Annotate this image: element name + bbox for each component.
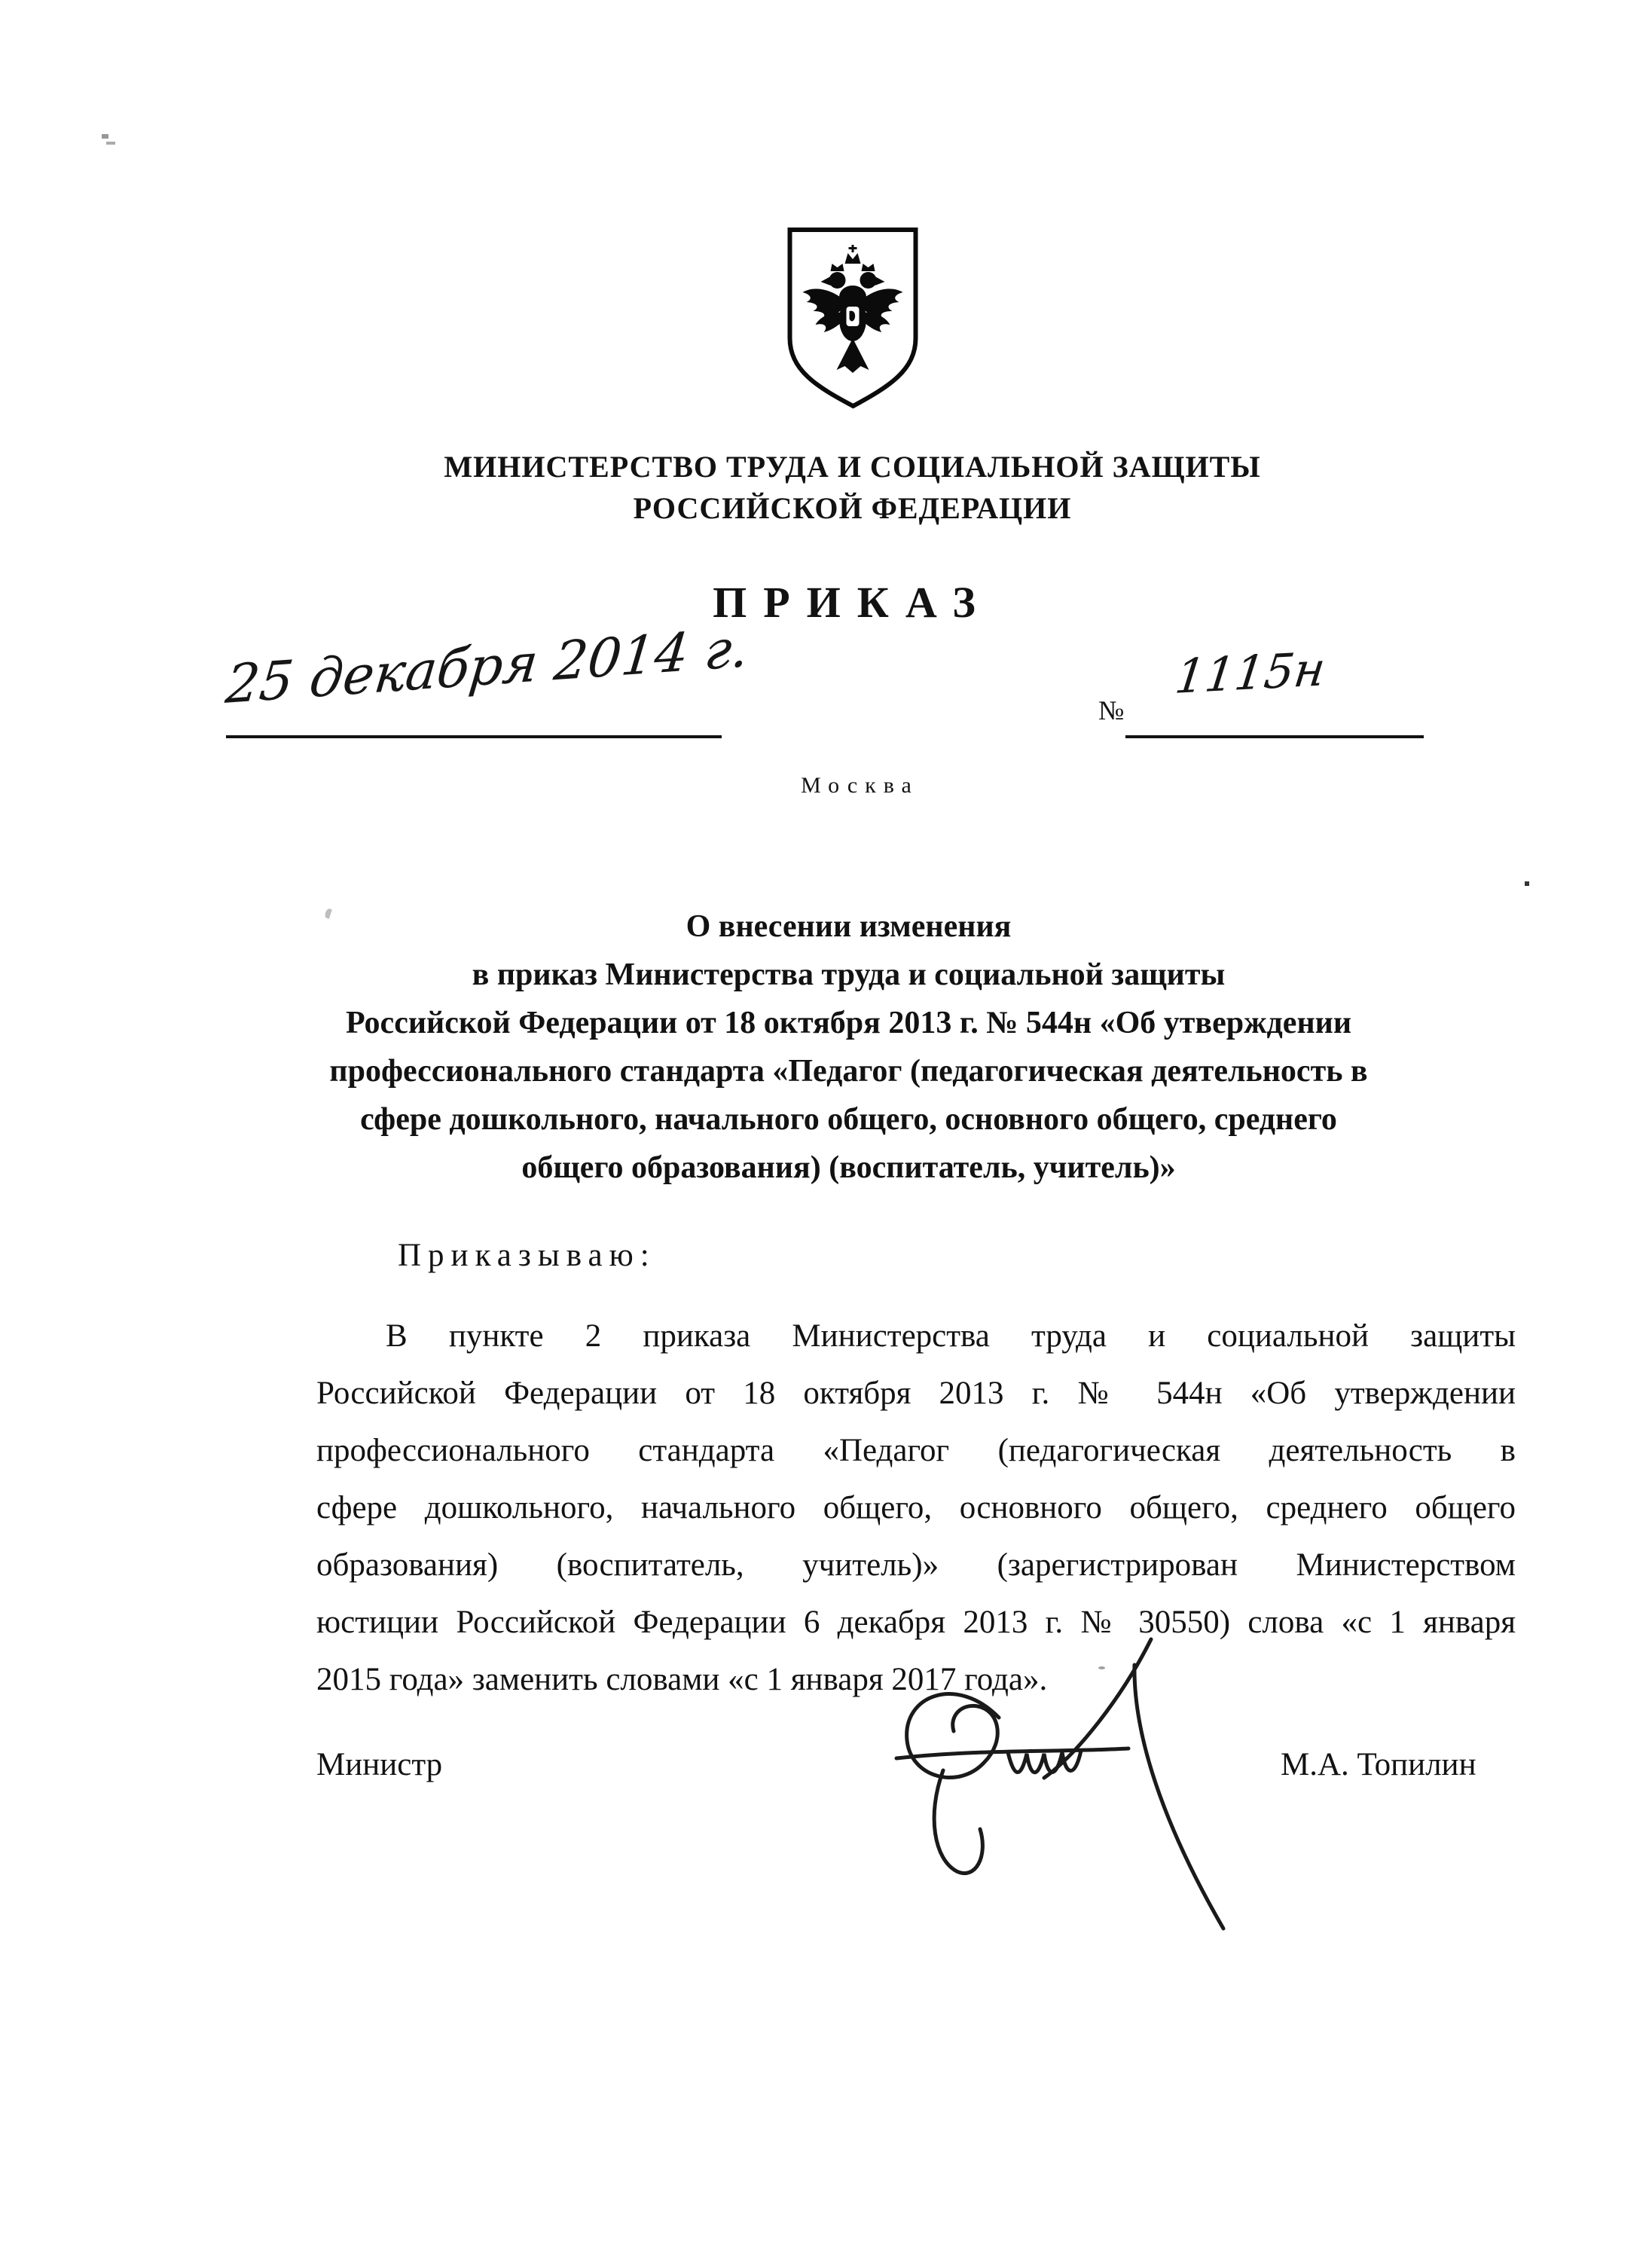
date-blank-line [226,735,722,738]
order-title-line: сфере дошкольного, начального общего, основного общего, среднего [360,1102,1337,1137]
order-title-line: в приказ Министерства труда и социальной защиты [472,957,1226,992]
handwritten-date: 25 декабря 2014 г. [223,616,752,716]
minister-signature-icon [886,1633,1278,1942]
ministry-name-line2: РОССИЙСКОЙ ФЕДЕРАЦИИ [633,491,1072,525]
ministry-name [0,446,1652,529]
minister-name: М.А. Топилин [1281,1747,1476,1782]
scan-artifact [1525,881,1529,886]
order-title-line: общего образования) (воспитатель, учитель)» [521,1150,1176,1185]
body-line: образования) (воспитатель, учитель)» (зарегистрирован Министерством [316,1547,1516,1583]
city-label: Москва [801,773,919,798]
order-title-line: Российской Федерации от 18 октября 2013 г. № 544н «Об утверждении [345,1006,1352,1040]
body-line: Российской Федерации от 18 октября 2013 г. № 544н «Об утверждении [316,1376,1516,1411]
document-type-heading: ПРИКАЗ [713,578,992,627]
body-line: юстиции Российской Федерации 6 декабря 2013 г. № 30550) слова «с 1 января [316,1605,1516,1640]
scan-artifact [102,134,108,139]
order-title-line: О внесении изменения [686,909,1012,944]
order-title [0,902,1652,1192]
body-line: профессионального стандарта «Педагог (педагогическая деятельность в [316,1433,1516,1468]
body-line: В пункте 2 приказа Министерства труда и социальной защиты [386,1318,1516,1354]
ministry-name-line1: МИНИСТЕРСТВО ТРУДА И СОЦИАЛЬНОЙ ЗАЩИТЫ [444,450,1261,484]
directive-word: Приказываю: [398,1238,656,1273]
number-sign-label: № [1098,695,1125,725]
scan-artifact [106,142,115,145]
minister-position-label: Министр [316,1747,443,1782]
order-title-line: профессионального стандарта «Педагог (педагогическая деятельность в [329,1054,1368,1089]
body-line: 2015 года» заменить словами «с 1 января 2017 года». [316,1662,1048,1697]
russian-coat-of-arms-icon [779,221,927,409]
handwritten-order-number: 1115н [1172,641,1329,704]
number-blank-line [1125,735,1424,738]
body-line: сфере дошкольного, начального общего, основного общего, среднего общего [316,1490,1516,1526]
emblem-block [0,221,1652,413]
